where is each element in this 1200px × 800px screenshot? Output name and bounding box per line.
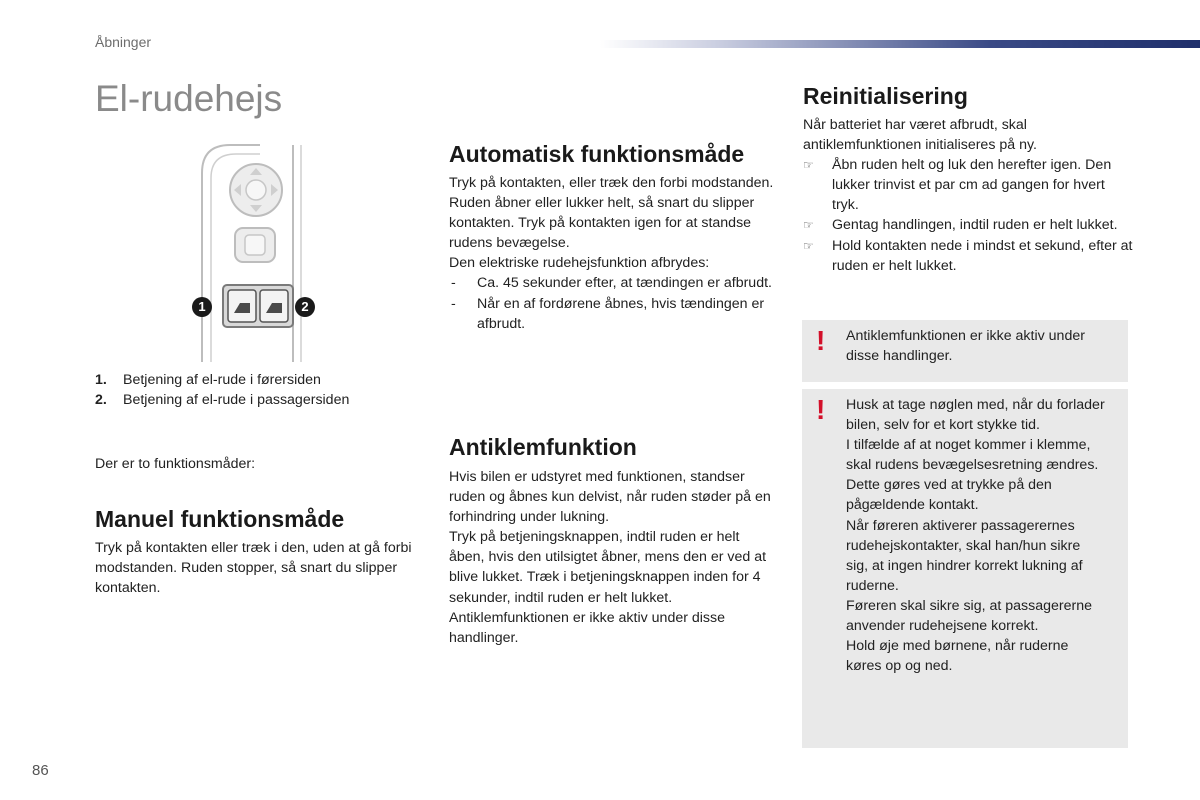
reinit-list (803, 155, 1133, 276)
section-label: Åbninger (95, 34, 152, 50)
intro-text: Der er to funktionsmåder: (95, 456, 256, 472)
window-switch-illustration (190, 140, 320, 365)
pointing-hand-icon: ☞ (803, 158, 814, 173)
warning-box-1 (802, 320, 1128, 382)
warning-p5: Hold øje med børnene, når ruderne køres op og ned. (846, 638, 1069, 675)
automatic-text: Tryk på kontakten, eller træk den forbi modstanden. Ruden åbner eller lukker helt, så snart du slipper kontakten. Tryk på kontakten igen for at standse rudens bevægelse. (449, 175, 774, 252)
antiklem-p1: Hvis bilen er udstyret med funktionen, standser ruden og åbnes kun delvist, når ruden støder på en forhindring under lukning. (449, 469, 771, 526)
warning-text (846, 395, 1106, 676)
callout-2: 2 (295, 297, 315, 317)
automatic-section (449, 173, 775, 334)
page-title: El-rudehejs (95, 78, 283, 119)
warning-p4: Føreren skal sikre sig, at passagererne anvender rudehejsene korrekt. (846, 597, 1093, 635)
list-item (803, 236, 1133, 276)
manual-text: Tryk på kontakten eller træk i den, uden at gå forbi modstanden. Ruden stopper, så snart du slipper kontakten. (95, 540, 412, 597)
header-bar (600, 40, 1200, 48)
reinit-text: Når batteriet har været afbrudt, skal antiklemfunktionen initialiseres på ny. (803, 117, 1037, 154)
list-item-text: Gentag handlingen, indtil ruden er helt lukket. (832, 217, 1118, 234)
automatic-text-2: Den elektriske rudehejsfunktion afbrydes: (449, 255, 710, 272)
automatic-heading: Automatisk funktionsmåde (449, 141, 745, 167)
caption-item (95, 370, 425, 390)
callout-1: 1 (192, 297, 212, 317)
caption-text: Betjening af el-rude i passagersiden (123, 392, 350, 409)
reinit-heading: Reinitialisering (803, 83, 968, 109)
reinit-section (803, 115, 1133, 276)
warning-p2: I tilfælde af at noget kommer i klemme, skal rudens bevægelsesretning ændres. Dette gøres ved at trykke på den pågældende kontakt. (846, 437, 1099, 514)
dash-bullet: - (451, 295, 456, 312)
list-item (803, 155, 1133, 215)
pointing-hand-icon: ☞ (803, 238, 814, 253)
pointing-hand-icon: ☞ (803, 218, 814, 233)
warning-icon: ! (816, 394, 826, 425)
door-panel-drawing (190, 140, 320, 365)
list-item-text: Hold kontakten nede i mindst et sekund, efter at ruden er helt lukket. (832, 237, 1133, 274)
antiklem-section (449, 467, 775, 648)
list-item-text: Ca. 45 sekunder efter, at tændingen er afbrudt. (477, 275, 772, 292)
list-item-text: Når en af fordørene åbnes, hvis tændingen er afbrudt. (477, 295, 765, 332)
automatic-list (449, 273, 775, 333)
warning-box-2 (802, 389, 1128, 748)
list-item (449, 273, 775, 293)
list-item (449, 294, 775, 334)
caption-number: 1. (95, 372, 107, 388)
antiklem-p3: Antiklemfunktionen er ikke aktiv under disse handlinger. (449, 609, 726, 646)
page-number: 86 (32, 762, 49, 779)
warning-p3: Når føreren aktiverer passagerernes rudehejskontakter, skal han/hun sikre sig, at ingen hindrer korrekt lukning af ruderne. (846, 517, 1083, 594)
caption-number: 2. (95, 392, 107, 409)
figure-captions (95, 370, 425, 410)
manual-heading: Manuel funktionsmåde (95, 506, 345, 532)
warning-p1: Husk at tage nøglen med, når du forlader bilen, selv for et kort stykke tid. (846, 397, 1105, 434)
antiklem-p2: Tryk på betjeningsknappen, indtil ruden er helt åben, hvis den utilsigtet åbner, mens den er ved at blive lukket. Træk i betjeningsknappen inden for 4 sekunder, indtil ruden er helt lukket. (449, 529, 767, 606)
list-item-text: Åbn ruden helt og luk den herefter igen. Den lukker trinvist et par cm ad gangen for hvert tryk. (832, 157, 1112, 214)
caption-item (95, 390, 425, 410)
caption-text: Betjening af el-rude i førersiden (123, 372, 321, 388)
antiklem-heading: Antiklemfunktion (449, 434, 637, 460)
list-item (803, 215, 1133, 235)
dash-bullet: - (451, 275, 456, 292)
warning-text: Antiklemfunktionen er ikke aktiv under disse handlinger. (846, 328, 1085, 365)
warning-icon: ! (816, 325, 826, 356)
